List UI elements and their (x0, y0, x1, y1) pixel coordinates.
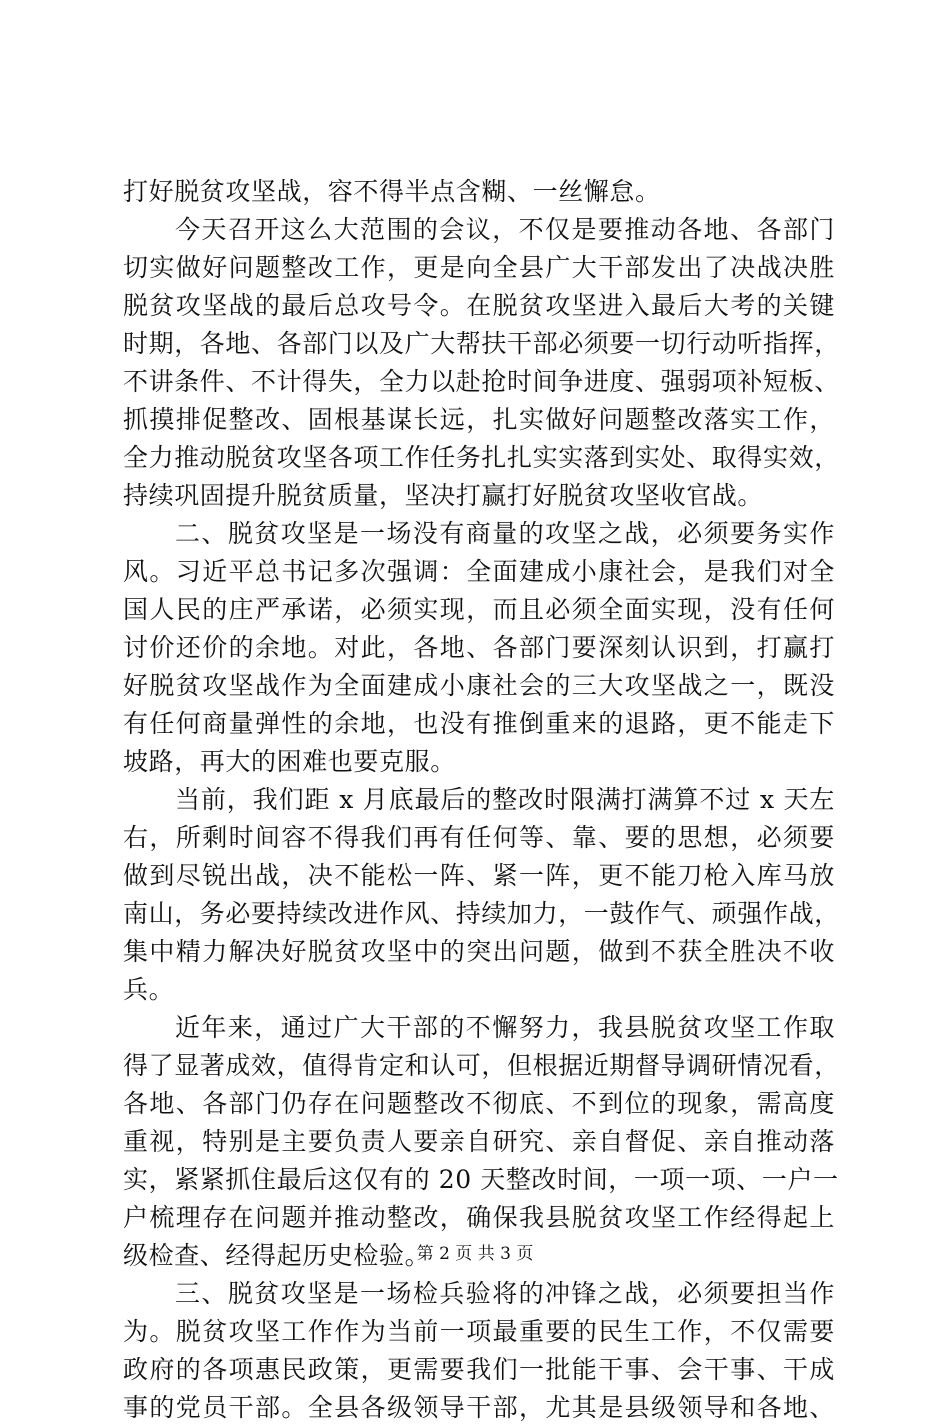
text-line: 重视，特别是主要负责人要亲自研究、亲自督促、亲自推动落 (123, 1127, 835, 1156)
text-line: 有任何商量弹性的余地，也没有推倒重来的退路，更不能走下 (123, 709, 835, 738)
text-line: 不讲条件、不计得失，全力以赴抢时间争进度、强弱项补短板、 (123, 367, 840, 396)
text-line: 南山，务必要持续改进作风、持续加力，一鼓作气、顽强作战， (123, 899, 840, 928)
text-line: 二、脱贫攻坚是一场没有商量的攻坚之战，必须要务实作 (175, 519, 835, 548)
text-line: 风。习近平总书记多次强调：全面建成小康社会，是我们对全 (123, 557, 835, 586)
text-line: 兵。 (123, 975, 175, 1004)
text-line: 国人民的庄严承诺，必须实现，而且必须全面实现，没有任何 (123, 595, 835, 624)
text-line: 户梳理存在问题并推动整改，确保我县脱贫攻坚工作经得起上 (123, 1203, 835, 1232)
text-line: 脱贫攻坚战的最后总攻号令。在脱贫攻坚进入最后大考的关键 (123, 291, 835, 320)
text-line: 切实做好问题整改工作，更是向全县广大干部发出了决战决胜 (123, 253, 835, 282)
text-line: 坡路，再大的困难也要克服。 (123, 747, 456, 776)
text-line: 三、脱贫攻坚是一场检兵验将的冲锋之战，必须要担当作 (175, 1279, 835, 1308)
text-line: 级检查、经得起历史检验。 (123, 1241, 431, 1270)
text-line: 得了显著成效，值得肯定和认可，但根据近期督导调研情况看， (123, 1051, 840, 1080)
document-body (123, 173, 840, 1427)
text-line: 集中精力解决好脱贫攻坚中的突出问题，做到不获全胜决不收 (123, 937, 835, 966)
text-line: 当前，我们距 x 月底最后的整改时限满打满算不过 x 天左 (175, 785, 835, 814)
text-line: 右，所剩时间容不得我们再有任何等、靠、要的思想，必须要 (123, 823, 835, 852)
page-footer: 第 2 页 共 3 页 (416, 1244, 534, 1264)
text-line: 抓摸排促整改、固根基谋长远，扎实做好问题整改落实工作， (123, 405, 835, 434)
text-line: 各地、各部门仍存在问题整改不彻底、不到位的现象，需高度 (123, 1089, 835, 1118)
text-line: 为。脱贫攻坚工作作为当前一项最重要的民生工作，不仅需要 (123, 1317, 835, 1346)
text-line: 全力推动脱贫攻坚各项工作任务扎扎实实落到实处、取得实效， (123, 443, 840, 472)
text-line: 做到尽锐出战，决不能松一阵、紧一阵，更不能刀枪入库马放 (123, 861, 835, 890)
text-line: 持续巩固提升脱贫质量，坚决打赢打好脱贫攻坚收官战。 (123, 481, 764, 510)
text-line: 近年来，通过广大干部的不懈努力，我县脱贫攻坚工作取 (175, 1013, 835, 1042)
text-line: 今天召开这么大范围的会议，不仅是要推动各地、各部门 (175, 215, 835, 244)
text-line: 政府的各项惠民政策，更需要我们一批能干事、会干事、干成 (123, 1355, 835, 1384)
text-line: 实，紧紧抓住最后这仅有的 20 天整改时间，一项一项、一户一 (123, 1165, 839, 1194)
text-line: 时期，各地、各部门以及广大帮扶干部必须要一切行动听指挥， (123, 329, 840, 358)
text-line: 打好脱贫攻坚战，容不得半点含糊、一丝懈怠。 (123, 177, 661, 206)
text-line: 事的党员干部。全县各级领导干部，尤其是县级领导和各地、 (123, 1393, 835, 1422)
text-line: 好脱贫攻坚战作为全面建成小康社会的三大攻坚战之一，既没 (123, 671, 835, 700)
text-line: 讨价还价的余地。对此，各地、各部门要深刻认识到，打赢打 (123, 633, 835, 662)
